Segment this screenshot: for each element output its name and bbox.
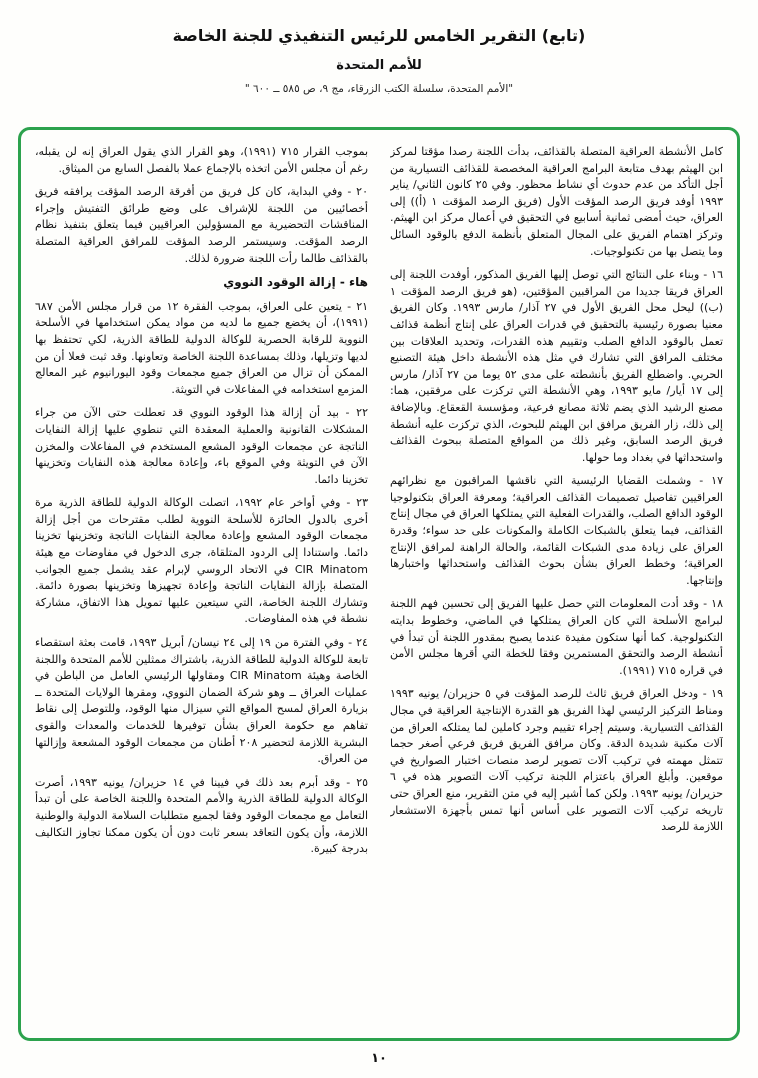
paragraph: كامل الأنشطة العراقية المتصلة بالقذائف، بدأت اللجنة رصدا مؤقتا لمركز ابن الهيثم بهدف متابعة البرامج العراقية المخصصة للقذائف التسيارية من أجل التأكد من عدم حدوث أي نشاط محظور. وفي ٢٥ كانون الثاني/ يناير ١٩٩٣ أوفد فريق الرصد المؤقت الأول (فريق الرصد المؤقت ١ (أ)) إلى العراق، حيث أمضى ثمانية أسابيع في التحقيق في أعمال مركز ابن الهيثم. وتركز اهتمام الفريق على المجال المتعلق بأنظمة الدفع بالوقود السائل وما يتصل بها من تكنولوجيات. [390, 145, 723, 258]
right-text-column [390, 144, 723, 1028]
paragraph: ١٧ - وشملت القضايا الرئيسية التي ناقشها المراقبون مع نظرائهم العراقيين تفاصيل تصميمات القذائف العراقية؛ ومعرفة العراق بتكنولوجيا الوقود الدافع الصلب، والقدرات الفعلية التي يمتلكها العراق في مجال إنتاج القذائف، فيما يتعلق بالشبكات الكاملة والمكونات على حد سواء؛ وقدرة العراق على زيادة مدى الشبكات القائمة، والحالة الراهنة لمرافق الإنتاج العراقية؛ وخطط العراق بشأن بحوث القذائف واستحداثها واختبارها وإنتاجها. [390, 474, 723, 587]
paragraph: ١٨ - وقد أدت المعلومات التي حصل عليها الفريق إلى تحسين فهم اللجنة لبرامج الأسلحة التي كان العراق يمتلكها في الماضي، وخطوط بدايته التكنولوجية. كما أنها ستكون مفيدة عندما يصبح بمقدور اللجنة أن تبدأ في أنشطة الرصد والتحقق المستمرين وفقا للخطة التي أقرها مجلس الأمن في قراره ٧١٥ (١٩٩١). [390, 597, 723, 677]
paragraph: بموجب القرار ٧١٥ (١٩٩١)، وهو القرار الذي يقول العراق إنه لن يقبله، رغم أن مجلس الأمن اتخذه بالإجماع عملا بالفصل السابع من الميثاق. [35, 145, 368, 175]
paragraph: ٢١ - يتعين على العراق، بموجب الفقرة ١٢ من قرار مجلس الأمن ٦٨٧ (١٩٩١)، أن يخضع جميع ما لديه من مواد يمكن استخدامها في الأسلحة النووية للرقابة الحصرية للوكالة الدولية للطاقة الذرية، لكي تحتفظ بها لديها وتزيلها، وذلك بمساعدة اللجنة الخاصة وتعاونها. وقد ثبت فعلا أن من الممكن أن تزال من العراق جميع مجمعات وقود اليورانيوم غير المعالج المزمع استخدامه في المفاعلات في التويثة. [35, 299, 368, 396]
paragraph: ٢٠ - وفي البداية، كان كل فريق من أفرقة الرصد المؤقت يرافقه فريق أخصائيين من اللجنة للإشراف على وضع طرائق التفتيش وإجراء المناقشات التحضيرية مع المسؤولين العراقيين فيما يتعلق بتنفيذ نظام الرصد المؤقت. وسيستمر الرصد المؤقت للمرافق العراقية المتصلة بالقذائف طالما رأت اللجنة ضرورة لذلك. [35, 185, 368, 265]
page-header [0, 0, 758, 95]
paragraph: ١٩ - ودخل العراق فريق ثالث للرصد المؤقت في ٥ حزيران/ يونيه ١٩٩٣ ومناط التركيز الرئيسي لهذا الفريق هو القدرة الإنتاجية العراقية في مجال القذائف التسيارية. وسيتم إجراء تقييم وجرد كاملين لما يمتلكه العراق من آلات مكنية شديدة الدقة. وكان مرافق الفريق فريق فرعي أصغر حجما تتمثل مهمته في تركيب آلات تصوير لرصد منصات اختبار الصواريخ في موقعين. وأبلغ العراق باعتزام اللجنة تركيب آلات التصوير هذه في ٦ حزيران/ يونيه ١٩٩٣. ولكن كما أشير إليه في متن التقرير، منع العراق حتى تاريخه تركيب آلات التصوير على أساس أنها تمس بأجهزة الاستشعار اللازمة للرصد [390, 687, 723, 834]
left-text-column [35, 144, 368, 1028]
paragraph: ٢٢ - بيد أن إزالة هذا الوقود النووي قد تعطلت حتى الآن من جراء المشكلات القانونية والعملية المعقدة التي تنطوي عليها إزالة النفايات الناتجة عن مجمعات الوقود المشعع المستخدم في المفاعلات والمخزن الآن في التويثة وفي الموقع باء، وإعادة معالجة هذه النفايات وتخزينها تخزينا دائما. [35, 406, 368, 486]
source-citation: "الأمم المتحدة، سلسلة الكتب الزرقاء، مج ٩، ص ٥٨٥ ــ ٦٠٠ " [244, 83, 514, 95]
page-number: ١٠ [371, 1051, 387, 1066]
section-heading: هاء - إزالة الوقود النووي [223, 275, 368, 290]
content-border-box [18, 127, 740, 1041]
report-title: (تابع) التقرير الخامس للرئيس التنفيذي للجنة الخاصة [172, 26, 586, 45]
paragraph: ٢٤ - وفي الفترة من ١٩ إلى ٢٤ نيسان/ أبريل ١٩٩٣، قامت بعثة استقصاء تابعة للوكالة الدولية للطاقة الذرية، باشتراك ممثلين للأمم المتحدة واللجنة الخاصة وهيئة CIR Minatom ومقاولها الرئيسي العامل من الباطن في عمليات العراق ــ وهو شركة الضمان النووي، ومقرها الولايات المتحدة ــ بزيارة العراق لمسح المواقع التي سيزال منها الوقود، وللتوصل إلى نقاط تفاهم مع حكومة العراق بشأن توفيرها للخدمات والمعدات والقوى البشرية اللازمة لتحضير ٢٠٨ أطنان من مجمعات الوقود المشععة وإزالتها من العراق. [35, 636, 368, 766]
report-subtitle: للأمم المتحدة [336, 58, 422, 73]
two-column-layout [35, 144, 723, 1028]
paragraph: ٢٥ - وقد أبرم بعد ذلك في فيينا في ١٤ حزيران/ يونيه ١٩٩٣، أصرت الوكالة الدولية للطاقة الذرية والأمم المتحدة واللجنة الخاصة على أن تبدأ التعامل مع مجمعات الوقود وفقا لجميع متطلبات السلامة الدولية والوطنية اللازمة، وأن يكون التعاقد بسعر ثابت دون أن يكون ممكنا تجاوز التكاليف بدرجة كبيرة. [35, 775, 368, 856]
paragraph: ٢٣ - وفي أواخر عام ١٩٩٢، اتصلت الوكالة الدولية للطاقة الذرية مرة أخرى بالدول الحائزة للأسلحة النووية لطلب مقترحات من أجل إزالة مجمعات الوقود المشعع وإعادة معالجة النفايات الناتجة وتخزينها تخزينا دائما. واستنادا إلى الردود المتلقاة، جرى الدخول في مفاوضات مع هيئة CIR Minatom في الاتحاد الروسي لإبرام عقد يشمل جميع الجوانب المتصلة بإزالة النفايات الناتجة وإعادة تجهيزها وتخزينها بصورة دائمة. وتشارك اللجنة الخاصة، التي سيتعين عليها تمويل هذا الاتفاق، مشاركة نشطة في هذه المفاوضات. [35, 496, 368, 626]
paragraph: ١٦ - وبناء على النتائج التي توصل إليها الفريق المذكور، أوفدت اللجنة إلى العراق فريقا جديدا من المراقبين المؤقتين، (هو فريق الرصد المؤقت ١ (ب)) ليحل محل الفريق الأول في ٢٧ آذار/ مارس ١٩٩٣. وكان الفريق معنيا بصورة رئيسية بالتحقيق في قدرات العراق على إنتاج أنظمة قذائف تعمل بالوقود الدافع الصلب وتقييم هذه القدرات، وتحديد العلاقات بين مختلف المرافق التي تشارك في مثل هذه الأنشطة داخل هيئة التصنيع الحربي. واضطلع الفريق بأنشطته على مدى ٥٢ يوما من ٢٧ آذار/ مارس إلى ١٧ أيار/ مايو ١٩٩٣، وهي الأنشطة التي تركزت على مرفقين، هما: مصنع الرشيد الذي يضم ثلاثة مصانع فرعية، ومؤسسة القعقاع. وبالإضافة إلى ذلك، زار الفريق مرافق ابن الهيثم للبحوث، الذي تركزت عليه أنشطة فريق الرصد السابق، وغير ذلك من المواقع المتصلة ببحوث القذائف واستحداثها في بغداد وما حولها. [390, 268, 723, 464]
